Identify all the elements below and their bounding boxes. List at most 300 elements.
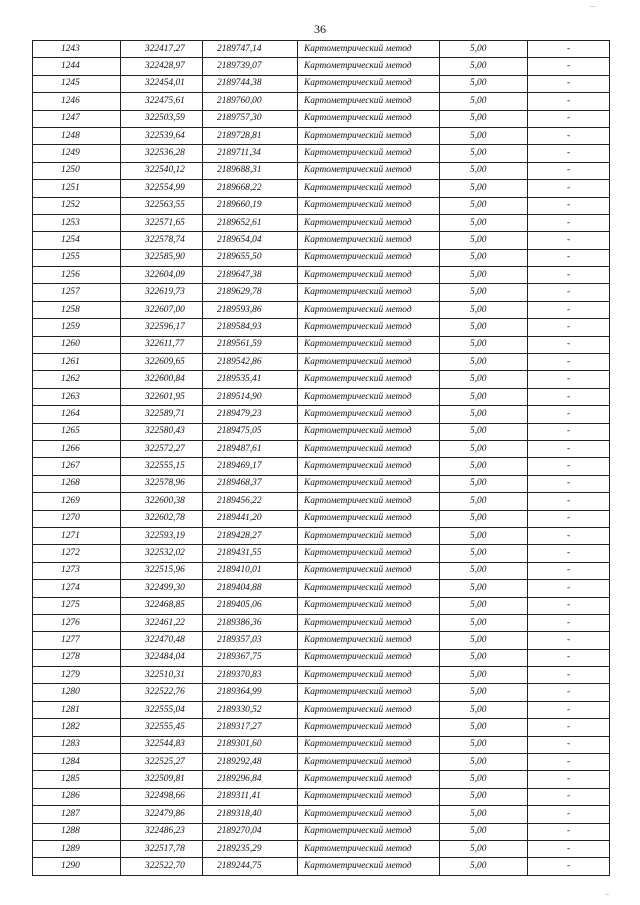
y-coordinate-cell: 2189535,41 <box>203 371 298 388</box>
table-row <box>33 701 610 718</box>
x-coordinate-cell: 322554,99 <box>121 180 203 197</box>
precision-cell: 5,00 <box>440 701 528 718</box>
table-row <box>33 41 610 58</box>
y-coordinate-cell: 2189244,75 <box>203 858 298 875</box>
x-coordinate-cell: 322578,74 <box>121 232 203 249</box>
method-cell: Картометрический метод <box>298 510 440 527</box>
precision-cell: 5,00 <box>440 754 528 771</box>
y-coordinate-cell: 2189739,07 <box>203 58 298 75</box>
description-cell: - <box>528 301 610 318</box>
precision-cell: 5,00 <box>440 632 528 649</box>
method-cell: Картометрический метод <box>298 301 440 318</box>
precision-cell: 5,00 <box>440 614 528 631</box>
point-number-cell: 1287 <box>33 806 121 823</box>
method-cell: Картометрический метод <box>298 527 440 544</box>
x-coordinate-cell: 322600,38 <box>121 493 203 510</box>
precision-cell: 5,00 <box>440 736 528 753</box>
y-coordinate-cell: 2189318,40 <box>203 806 298 823</box>
point-number-cell: 1259 <box>33 319 121 336</box>
method-cell: Картометрический метод <box>298 319 440 336</box>
x-coordinate-cell: 322499,30 <box>121 580 203 597</box>
y-coordinate-cell: 2189469,17 <box>203 458 298 475</box>
description-cell: - <box>528 197 610 214</box>
description-cell: - <box>528 562 610 579</box>
method-cell: Картометрический метод <box>298 858 440 875</box>
point-number-cell: 1278 <box>33 649 121 666</box>
method-cell: Картометрический метод <box>298 93 440 110</box>
y-coordinate-cell: 2189296,84 <box>203 771 298 788</box>
coordinates-table <box>32 40 610 876</box>
x-coordinate-cell: 322607,00 <box>121 301 203 318</box>
y-coordinate-cell: 2189647,38 <box>203 267 298 284</box>
table-row <box>33 180 610 197</box>
description-cell: - <box>528 510 610 527</box>
y-coordinate-cell: 2189441,20 <box>203 510 298 527</box>
method-cell: Картометрический метод <box>298 614 440 631</box>
method-cell: Картометрический метод <box>298 406 440 423</box>
precision-cell: 5,00 <box>440 597 528 614</box>
precision-cell: 5,00 <box>440 719 528 736</box>
point-number-cell: 1274 <box>33 580 121 597</box>
method-cell: Картометрический метод <box>298 145 440 162</box>
point-number-cell: 1269 <box>33 493 121 510</box>
precision-cell: 5,00 <box>440 145 528 162</box>
y-coordinate-cell: 2189357,03 <box>203 632 298 649</box>
point-number-cell: 1288 <box>33 823 121 840</box>
x-coordinate-cell: 322468,85 <box>121 597 203 614</box>
y-coordinate-cell: 2189561,59 <box>203 336 298 353</box>
precision-cell: 5,00 <box>440 406 528 423</box>
y-coordinate-cell: 2189593,86 <box>203 301 298 318</box>
y-coordinate-cell: 2189728,81 <box>203 127 298 144</box>
method-cell: Картометрический метод <box>298 736 440 753</box>
x-coordinate-cell: 322600,84 <box>121 371 203 388</box>
y-coordinate-cell: 2189410,01 <box>203 562 298 579</box>
table-row <box>33 649 610 666</box>
x-coordinate-cell: 322479,86 <box>121 806 203 823</box>
method-cell: Картометрический метод <box>298 336 440 353</box>
x-coordinate-cell: 322498,66 <box>121 788 203 805</box>
description-cell: - <box>528 75 610 92</box>
method-cell: Картометрический метод <box>298 180 440 197</box>
description-cell: - <box>528 145 610 162</box>
table-row <box>33 58 610 75</box>
x-coordinate-cell: 322517,78 <box>121 840 203 857</box>
description-cell: - <box>528 614 610 631</box>
method-cell: Картометрический метод <box>298 788 440 805</box>
point-number-cell: 1265 <box>33 423 121 440</box>
method-cell: Картометрический метод <box>298 649 440 666</box>
method-cell: Картометрический метод <box>298 840 440 857</box>
precision-cell: 5,00 <box>440 649 528 666</box>
table-row <box>33 527 610 544</box>
method-cell: Картометрический метод <box>298 440 440 457</box>
table-row <box>33 736 610 753</box>
description-cell: - <box>528 93 610 110</box>
point-number-cell: 1282 <box>33 719 121 736</box>
point-number-cell: 1255 <box>33 249 121 266</box>
table-row <box>33 580 610 597</box>
x-coordinate-cell: 322609,65 <box>121 354 203 371</box>
table-row <box>33 93 610 110</box>
description-cell: - <box>528 458 610 475</box>
point-number-cell: 1276 <box>33 614 121 631</box>
table-row <box>33 249 610 266</box>
point-number-cell: 1281 <box>33 701 121 718</box>
description-cell: - <box>528 267 610 284</box>
table-row <box>33 336 610 353</box>
description-cell: - <box>528 58 610 75</box>
point-number-cell: 1290 <box>33 858 121 875</box>
y-coordinate-cell: 2189468,37 <box>203 475 298 492</box>
method-cell: Картометрический метод <box>298 75 440 92</box>
x-coordinate-cell: 322486,23 <box>121 823 203 840</box>
x-coordinate-cell: 322572,27 <box>121 440 203 457</box>
x-coordinate-cell: 322525,27 <box>121 754 203 771</box>
y-coordinate-cell: 2189405,06 <box>203 597 298 614</box>
description-cell: - <box>528 493 610 510</box>
precision-cell: 5,00 <box>440 93 528 110</box>
x-coordinate-cell: 322536,28 <box>121 145 203 162</box>
precision-cell: 5,00 <box>440 423 528 440</box>
y-coordinate-cell: 2189688,31 <box>203 162 298 179</box>
point-number-cell: 1246 <box>33 93 121 110</box>
y-coordinate-cell: 2189386,36 <box>203 614 298 631</box>
precision-cell: 5,00 <box>440 110 528 127</box>
point-number-cell: 1257 <box>33 284 121 301</box>
method-cell: Картометрический метод <box>298 249 440 266</box>
x-coordinate-cell: 322555,15 <box>121 458 203 475</box>
table-row <box>33 632 610 649</box>
x-coordinate-cell: 322461,22 <box>121 614 203 631</box>
method-cell: Картометрический метод <box>298 823 440 840</box>
point-number-cell: 1263 <box>33 388 121 405</box>
method-cell: Картометрический метод <box>298 162 440 179</box>
x-coordinate-cell: 322596,17 <box>121 319 203 336</box>
precision-cell: 5,00 <box>440 41 528 58</box>
table-row <box>33 458 610 475</box>
description-cell: - <box>528 127 610 144</box>
y-coordinate-cell: 2189475,05 <box>203 423 298 440</box>
precision-cell: 5,00 <box>440 301 528 318</box>
method-cell: Картометрический метод <box>298 41 440 58</box>
table-row <box>33 162 610 179</box>
x-coordinate-cell: 322428,97 <box>121 58 203 75</box>
table-row <box>33 510 610 527</box>
x-coordinate-cell: 322510,31 <box>121 667 203 684</box>
precision-cell: 5,00 <box>440 458 528 475</box>
x-coordinate-cell: 322470,48 <box>121 632 203 649</box>
description-cell: - <box>528 371 610 388</box>
y-coordinate-cell: 2189660,19 <box>203 197 298 214</box>
point-number-cell: 1272 <box>33 545 121 562</box>
y-coordinate-cell: 2189654,04 <box>203 232 298 249</box>
precision-cell: 5,00 <box>440 580 528 597</box>
point-number-cell: 1284 <box>33 754 121 771</box>
method-cell: Картометрический метод <box>298 701 440 718</box>
table-row <box>33 214 610 231</box>
precision-cell: 5,00 <box>440 197 528 214</box>
y-coordinate-cell: 2189428,27 <box>203 527 298 544</box>
x-coordinate-cell: 322522,76 <box>121 684 203 701</box>
x-coordinate-cell: 322601,95 <box>121 388 203 405</box>
description-cell: - <box>528 423 610 440</box>
x-coordinate-cell: 322585,90 <box>121 249 203 266</box>
method-cell: Картометрический метод <box>298 580 440 597</box>
precision-cell: 5,00 <box>440 858 528 875</box>
y-coordinate-cell: 2189744,38 <box>203 75 298 92</box>
x-coordinate-cell: 322555,45 <box>121 719 203 736</box>
y-coordinate-cell: 2189760,00 <box>203 93 298 110</box>
method-cell: Картометрический метод <box>298 371 440 388</box>
description-cell: - <box>528 180 610 197</box>
description-cell: - <box>528 667 610 684</box>
y-coordinate-cell: 2189311,41 <box>203 788 298 805</box>
description-cell: - <box>528 232 610 249</box>
y-coordinate-cell: 2189301,60 <box>203 736 298 753</box>
table-row <box>33 110 610 127</box>
coordinates-table-body <box>33 41 610 876</box>
y-coordinate-cell: 2189367,75 <box>203 649 298 666</box>
footer-mark: ... <box>604 889 610 897</box>
method-cell: Картометрический метод <box>298 214 440 231</box>
description-cell: - <box>528 440 610 457</box>
precision-cell: 5,00 <box>440 771 528 788</box>
page-number: 36 <box>314 22 326 36</box>
y-coordinate-cell: 2189431,55 <box>203 545 298 562</box>
precision-cell: 5,00 <box>440 475 528 492</box>
table-row <box>33 667 610 684</box>
precision-cell: 5,00 <box>440 75 528 92</box>
precision-cell: 5,00 <box>440 249 528 266</box>
point-number-cell: 1289 <box>33 840 121 857</box>
description-cell: - <box>528 545 610 562</box>
method-cell: Картометрический метод <box>298 354 440 371</box>
table-row <box>33 319 610 336</box>
point-number-cell: 1251 <box>33 180 121 197</box>
description-cell: - <box>528 214 610 231</box>
description-cell: - <box>528 284 610 301</box>
corner-mark: ... <box>590 0 596 9</box>
point-number-cell: 1271 <box>33 527 121 544</box>
precision-cell: 5,00 <box>440 162 528 179</box>
precision-cell: 5,00 <box>440 284 528 301</box>
point-number-cell: 1283 <box>33 736 121 753</box>
description-cell: - <box>528 754 610 771</box>
description-cell: - <box>528 771 610 788</box>
table-row <box>33 788 610 805</box>
table-row <box>33 267 610 284</box>
method-cell: Картометрический метод <box>298 197 440 214</box>
y-coordinate-cell: 2189514,90 <box>203 388 298 405</box>
table-row <box>33 562 610 579</box>
precision-cell: 5,00 <box>440 667 528 684</box>
precision-cell: 5,00 <box>440 371 528 388</box>
table-row <box>33 197 610 214</box>
description-cell: - <box>528 823 610 840</box>
method-cell: Картометрический метод <box>298 597 440 614</box>
y-coordinate-cell: 2189370,83 <box>203 667 298 684</box>
y-coordinate-cell: 2189270,04 <box>203 823 298 840</box>
description-cell: - <box>528 354 610 371</box>
y-coordinate-cell: 2189479,23 <box>203 406 298 423</box>
x-coordinate-cell: 322509,81 <box>121 771 203 788</box>
precision-cell: 5,00 <box>440 545 528 562</box>
precision-cell: 5,00 <box>440 58 528 75</box>
y-coordinate-cell: 2189317,27 <box>203 719 298 736</box>
table-row <box>33 127 610 144</box>
x-coordinate-cell: 322593,19 <box>121 527 203 544</box>
description-cell: - <box>528 649 610 666</box>
y-coordinate-cell: 2189757,30 <box>203 110 298 127</box>
point-number-cell: 1261 <box>33 354 121 371</box>
table-row <box>33 284 610 301</box>
method-cell: Картометрический метод <box>298 475 440 492</box>
table-row <box>33 719 610 736</box>
table-row <box>33 232 610 249</box>
x-coordinate-cell: 322454,01 <box>121 75 203 92</box>
table-row <box>33 371 610 388</box>
method-cell: Картометрический метод <box>298 545 440 562</box>
method-cell: Картометрический метод <box>298 58 440 75</box>
description-cell: - <box>528 249 610 266</box>
precision-cell: 5,00 <box>440 319 528 336</box>
point-number-cell: 1253 <box>33 214 121 231</box>
method-cell: Картометрический метод <box>298 388 440 405</box>
description-cell: - <box>528 475 610 492</box>
table-row <box>33 840 610 857</box>
method-cell: Картометрический метод <box>298 458 440 475</box>
point-number-cell: 1266 <box>33 440 121 457</box>
description-cell: - <box>528 719 610 736</box>
y-coordinate-cell: 2189235,29 <box>203 840 298 857</box>
description-cell: - <box>528 806 610 823</box>
method-cell: Картометрический метод <box>298 806 440 823</box>
y-coordinate-cell: 2189364,99 <box>203 684 298 701</box>
precision-cell: 5,00 <box>440 806 528 823</box>
description-cell: - <box>528 406 610 423</box>
description-cell: - <box>528 632 610 649</box>
precision-cell: 5,00 <box>440 232 528 249</box>
table-row <box>33 493 610 510</box>
point-number-cell: 1262 <box>33 371 121 388</box>
x-coordinate-cell: 322604,09 <box>121 267 203 284</box>
description-cell: - <box>528 41 610 58</box>
method-cell: Картометрический метод <box>298 684 440 701</box>
precision-cell: 5,00 <box>440 823 528 840</box>
description-cell: - <box>528 788 610 805</box>
method-cell: Картометрический метод <box>298 562 440 579</box>
table-row <box>33 406 610 423</box>
point-number-cell: 1279 <box>33 667 121 684</box>
y-coordinate-cell: 2189487,61 <box>203 440 298 457</box>
y-coordinate-cell: 2189711,34 <box>203 145 298 162</box>
method-cell: Картометрический метод <box>298 771 440 788</box>
method-cell: Картометрический метод <box>298 667 440 684</box>
x-coordinate-cell: 322611,77 <box>121 336 203 353</box>
x-coordinate-cell: 322544,83 <box>121 736 203 753</box>
method-cell: Картометрический метод <box>298 267 440 284</box>
description-cell: - <box>528 736 610 753</box>
table-row <box>33 388 610 405</box>
point-number-cell: 1275 <box>33 597 121 614</box>
point-number-cell: 1258 <box>33 301 121 318</box>
description-cell: - <box>528 684 610 701</box>
precision-cell: 5,00 <box>440 354 528 371</box>
description-cell: - <box>528 110 610 127</box>
point-number-cell: 1270 <box>33 510 121 527</box>
x-coordinate-cell: 322475,61 <box>121 93 203 110</box>
precision-cell: 5,00 <box>440 336 528 353</box>
x-coordinate-cell: 322503,59 <box>121 110 203 127</box>
x-coordinate-cell: 322522,70 <box>121 858 203 875</box>
table-row <box>33 806 610 823</box>
precision-cell: 5,00 <box>440 840 528 857</box>
y-coordinate-cell: 2189292,48 <box>203 754 298 771</box>
description-cell: - <box>528 336 610 353</box>
precision-cell: 5,00 <box>440 788 528 805</box>
table-row <box>33 440 610 457</box>
table-row <box>33 301 610 318</box>
x-coordinate-cell: 322571,65 <box>121 214 203 231</box>
point-number-cell: 1243 <box>33 41 121 58</box>
precision-cell: 5,00 <box>440 214 528 231</box>
point-number-cell: 1285 <box>33 771 121 788</box>
method-cell: Картометрический метод <box>298 284 440 301</box>
y-coordinate-cell: 2189330,52 <box>203 701 298 718</box>
x-coordinate-cell: 322539,64 <box>121 127 203 144</box>
y-coordinate-cell: 2189404,88 <box>203 580 298 597</box>
x-coordinate-cell: 322619,73 <box>121 284 203 301</box>
x-coordinate-cell: 322417,27 <box>121 41 203 58</box>
point-number-cell: 1248 <box>33 127 121 144</box>
table-row <box>33 75 610 92</box>
x-coordinate-cell: 322563,55 <box>121 197 203 214</box>
point-number-cell: 1244 <box>33 58 121 75</box>
point-number-cell: 1264 <box>33 406 121 423</box>
point-number-cell: 1245 <box>33 75 121 92</box>
x-coordinate-cell: 322484,04 <box>121 649 203 666</box>
precision-cell: 5,00 <box>440 127 528 144</box>
table-row <box>33 545 610 562</box>
table-row <box>33 423 610 440</box>
description-cell: - <box>528 858 610 875</box>
y-coordinate-cell: 2189456,22 <box>203 493 298 510</box>
table-row <box>33 684 610 701</box>
description-cell: - <box>528 527 610 544</box>
point-number-cell: 1260 <box>33 336 121 353</box>
table-row <box>33 475 610 492</box>
y-coordinate-cell: 2189747,14 <box>203 41 298 58</box>
point-number-cell: 1273 <box>33 562 121 579</box>
x-coordinate-cell: 322578,96 <box>121 475 203 492</box>
method-cell: Картометрический метод <box>298 632 440 649</box>
point-number-cell: 1249 <box>33 145 121 162</box>
method-cell: Картометрический метод <box>298 719 440 736</box>
table-row <box>33 145 610 162</box>
x-coordinate-cell: 322515,96 <box>121 562 203 579</box>
description-cell: - <box>528 319 610 336</box>
precision-cell: 5,00 <box>440 527 528 544</box>
precision-cell: 5,00 <box>440 440 528 457</box>
point-number-cell: 1268 <box>33 475 121 492</box>
description-cell: - <box>528 162 610 179</box>
method-cell: Картометрический метод <box>298 493 440 510</box>
precision-cell: 5,00 <box>440 684 528 701</box>
table-row <box>33 823 610 840</box>
precision-cell: 5,00 <box>440 180 528 197</box>
point-number-cell: 1254 <box>33 232 121 249</box>
